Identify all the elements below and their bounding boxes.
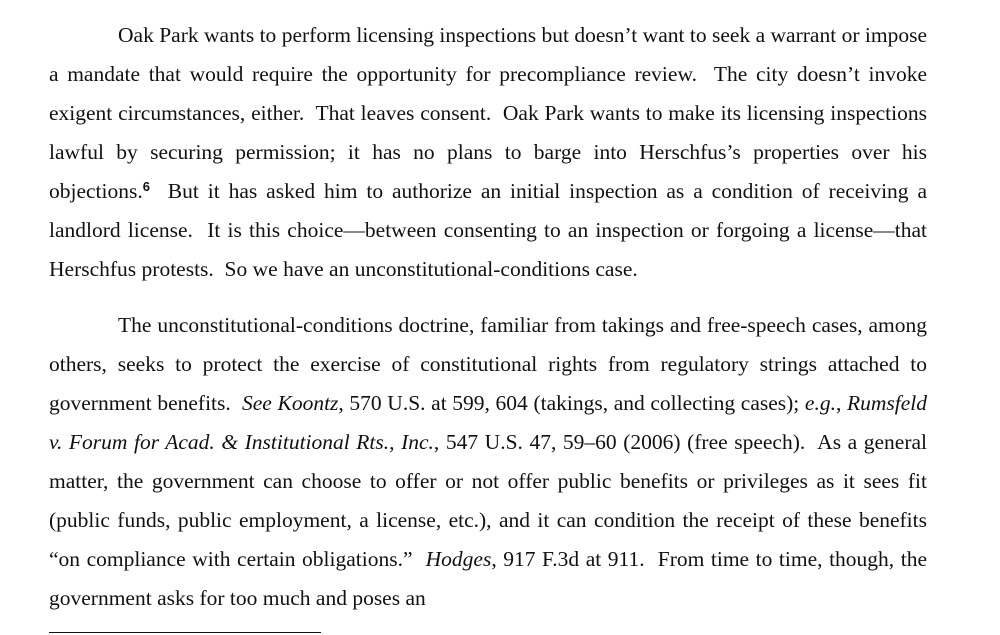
paragraph-text: , 917 F.3d at 911. From time to time, though, the government asks for too much and poses an [49, 547, 927, 610]
paragraph-text: , 547 U.S. 47, 59–60 (2006) (free speech). As a general matter, the government can choose to offer or not offer public benefits or privileges as it sees fit (public funds, public employment, a license, etc.), and it can condition the receipt of these benefits “on compliance with certain obligations.” [49, 430, 927, 571]
paragraph-text: Oak Park wants to perform licensing inspections but doesn’t want to seek a warrant or impose a mandate that would require the opportunity for precompliance review. The city doesn’t invoke exigent circumstances, either. That leaves consent. Oak Park wants to make its licensing inspections lawful by securing permission; it has no plans to barge into Herschfus’s properties over his objections. [49, 23, 927, 203]
paragraph-text: , [835, 391, 847, 415]
paragraph-text: The unconstitutional-conditions doctrine, familiar from takings and free-speech cases, among others, seeks to protect the exercise of constitutional rights from regulatory strings attached to government benefits. [49, 313, 927, 415]
citation-signal: e.g. [804, 391, 836, 415]
document-page [49, 16, 927, 618]
paragraph-text: But it has asked him to authorize an initial inspection as a condition of receiving a landlord license. It is this choice—between consenting to an inspection or forgoing a license—that Herschfus protests. So we have an unconstitutional-conditions case. [49, 179, 927, 281]
case-citation-signal: See Koontz [242, 391, 339, 415]
footnote-divider [49, 632, 321, 633]
footnote-reference[interactable]: 6 [142, 179, 150, 194]
paragraph-unconstitutional-conditions [49, 306, 927, 618]
paragraph-text: , 570 U.S. at 599, 604 (takings, and collecting cases); [338, 391, 805, 415]
case-name: Hodges [425, 547, 492, 571]
case-name: Rumsfeld v. Forum for Acad. & Institutional Rts., Inc. [49, 391, 927, 454]
paragraph-consent [49, 16, 927, 289]
